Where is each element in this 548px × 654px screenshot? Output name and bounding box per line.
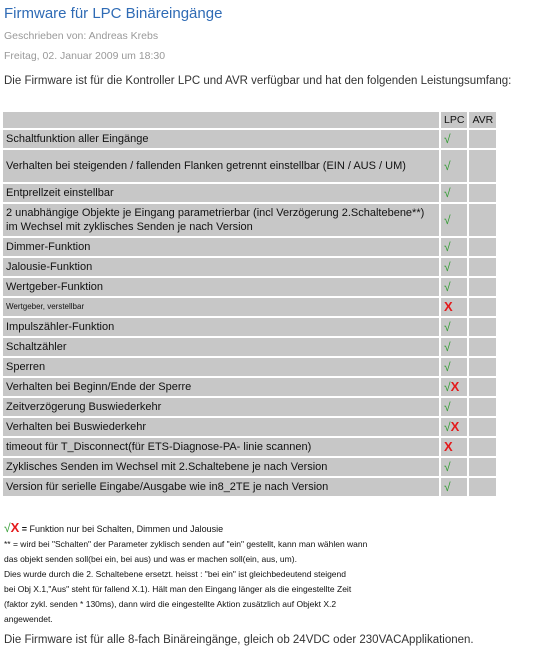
lpc-cell <box>441 378 467 396</box>
lpc-cell <box>441 418 467 436</box>
table-row <box>3 398 496 416</box>
table-row <box>3 298 496 316</box>
feature-cell: timeout für T_Disconnect(für ETS-Diagnose-PA- linie scannen) <box>3 438 439 456</box>
feature-cell: Dimmer-Funktion <box>3 238 439 256</box>
table-row <box>3 258 496 276</box>
lpc-cell <box>441 458 467 476</box>
avr-cell <box>469 238 496 256</box>
check-icon: √ <box>444 479 451 494</box>
feature-cell: Version für serielle Eingabe/Ausgabe wie in8_2TE je nach Version <box>3 478 439 496</box>
check-icon: √ <box>444 259 451 274</box>
article <box>4 0 544 89</box>
table-row <box>3 478 496 496</box>
table-row <box>3 204 496 236</box>
check-icon: √ <box>444 185 451 200</box>
legend-text: Funktion nur bei Schalten, Dimmen und Jalousie <box>29 524 224 534</box>
article-title[interactable]: Firmware für LPC Binäreingänge <box>4 5 223 22</box>
article-date: Freitag, 02. Januar 2009 um 18:30 <box>4 50 166 62</box>
note-line: angewendet. <box>4 614 53 624</box>
note-line: (faktor zykl. senden * 130ms), dann wird die eingestellte Aktion zusätzlich auf Objekt X.2 <box>4 599 337 609</box>
lpc-cell <box>441 358 467 376</box>
avr-cell <box>469 438 496 456</box>
feature-cell: Jalousie-Funktion <box>3 258 439 276</box>
avr-cell <box>469 378 496 396</box>
lpc-cell <box>441 438 467 456</box>
lpc-cell <box>441 184 467 202</box>
lpc-cell <box>441 204 467 236</box>
lpc-cell <box>441 478 467 496</box>
feature-cell: Verhalten bei Beginn/Ende der Sperre <box>3 378 439 396</box>
avr-cell <box>469 458 496 476</box>
article-intro: Die Firmware ist für die Kontroller LPC und AVR verfügbar und hat den folgenden Leistungsumfang: <box>4 75 512 87</box>
avr-cell <box>469 358 496 376</box>
check-icon: √ <box>444 339 451 354</box>
lpc-cell <box>441 238 467 256</box>
table-row <box>3 318 496 336</box>
legend-line <box>4 520 544 537</box>
table-row <box>3 130 496 148</box>
lpc-cell <box>441 298 467 316</box>
table-row <box>3 278 496 296</box>
table-row <box>3 438 496 456</box>
feature-cell: Entprellzeit einstellbar <box>3 184 439 202</box>
note-line: bei Obj X.1,"Aus" steht für fallend X.1). Hält man den Eingang länger als die eingestellte Zeit <box>4 584 352 594</box>
table-row <box>3 238 496 256</box>
check-icon: √ <box>444 158 451 173</box>
check-icon: √ <box>444 399 451 414</box>
footnotes <box>4 520 544 627</box>
header-avr: AVR <box>469 112 496 128</box>
feature-cell: Sperren <box>3 358 439 376</box>
lpc-cell <box>441 278 467 296</box>
lpc-cell <box>441 258 467 276</box>
table-row <box>3 184 496 202</box>
note-line: Dies wurde durch die 2. Schaltebene ersetzt. heisst : "bei ein" ist gleichbedeutend steigend <box>4 569 346 579</box>
check-icon: √ <box>444 279 451 294</box>
header-feature <box>3 112 439 128</box>
table-row <box>3 458 496 476</box>
table-header-row <box>3 112 496 128</box>
note-lines <box>4 537 544 627</box>
cross-icon: X <box>444 298 453 314</box>
feature-cell: Wertgeber, verstellbar <box>3 298 439 316</box>
note-line: das objekt senden soll(bei ein, bei aus) und was er machen soll(ein, aus, um). <box>4 554 297 564</box>
table-row <box>3 418 496 436</box>
feature-cell: Verhalten bei steigenden / fallenden Flanken getrennt einstellbar (EIN / AUS / UM) <box>3 150 439 182</box>
table-row <box>3 358 496 376</box>
check-icon: √ <box>444 359 451 374</box>
feature-cell: Impulszähler-Funktion <box>3 318 439 336</box>
check-icon: √ <box>4 521 11 535</box>
feature-cell: Schaltzähler <box>3 338 439 356</box>
avr-cell <box>469 478 496 496</box>
cross-icon: X <box>10 520 20 535</box>
note-line: ** = wird bei "Schalten" der Parameter zyklisch senden auf "ein" gestellt, kann man wählen wann <box>4 539 368 549</box>
avr-cell <box>469 258 496 276</box>
avr-cell <box>469 150 496 182</box>
avr-cell <box>469 398 496 416</box>
lpc-cell <box>441 130 467 148</box>
footer-text: Die Firmware ist für alle 8-fach Binäreingänge, gleich ob 24VDC oder 230VACApplikationen. <box>4 634 474 646</box>
check-icon: √ <box>444 379 451 394</box>
avr-cell <box>469 204 496 236</box>
avr-cell <box>469 278 496 296</box>
avr-cell <box>469 338 496 356</box>
feature-table <box>1 110 498 498</box>
check-icon: √ <box>444 319 451 334</box>
feature-cell: Verhalten bei Buswiederkehr <box>3 418 439 436</box>
lpc-cell <box>441 150 467 182</box>
legend-symbols <box>4 520 20 535</box>
check-icon: √ <box>444 212 451 227</box>
cross-icon: X <box>450 418 460 434</box>
cross-icon: X <box>450 378 460 394</box>
check-icon: √ <box>444 459 451 474</box>
check-icon: √ <box>444 131 451 146</box>
table-row <box>3 378 496 396</box>
avr-cell <box>469 418 496 436</box>
check-icon: √ <box>444 239 451 254</box>
avr-cell <box>469 130 496 148</box>
lpc-cell <box>441 318 467 336</box>
check-icon: √ <box>444 419 451 434</box>
feature-cell: Wertgeber-Funktion <box>3 278 439 296</box>
feature-cell: Zyklisches Senden im Wechsel mit 2.Schaltebene je nach Version <box>3 458 439 476</box>
feature-cell: Zeitverzögerung Buswiederkehr <box>3 398 439 416</box>
feature-cell: 2 unabhängige Objekte je Eingang parametrierbar (incl Verzögerung 2.Schaltebene**) im Wechsel mit zyklisches Senden je nach Version <box>3 204 439 236</box>
avr-cell <box>469 298 496 316</box>
legend-eq: = <box>19 524 30 534</box>
lpc-cell <box>441 398 467 416</box>
avr-cell <box>469 318 496 336</box>
table-row <box>3 150 496 182</box>
lpc-cell <box>441 338 467 356</box>
header-lpc: LPC <box>441 112 467 128</box>
table-row <box>3 338 496 356</box>
cross-icon: X <box>444 438 453 454</box>
feature-cell: Schaltfunktion aller Eingänge <box>3 130 439 148</box>
article-author: Geschrieben von: Andreas Krebs <box>4 30 159 42</box>
avr-cell <box>469 184 496 202</box>
